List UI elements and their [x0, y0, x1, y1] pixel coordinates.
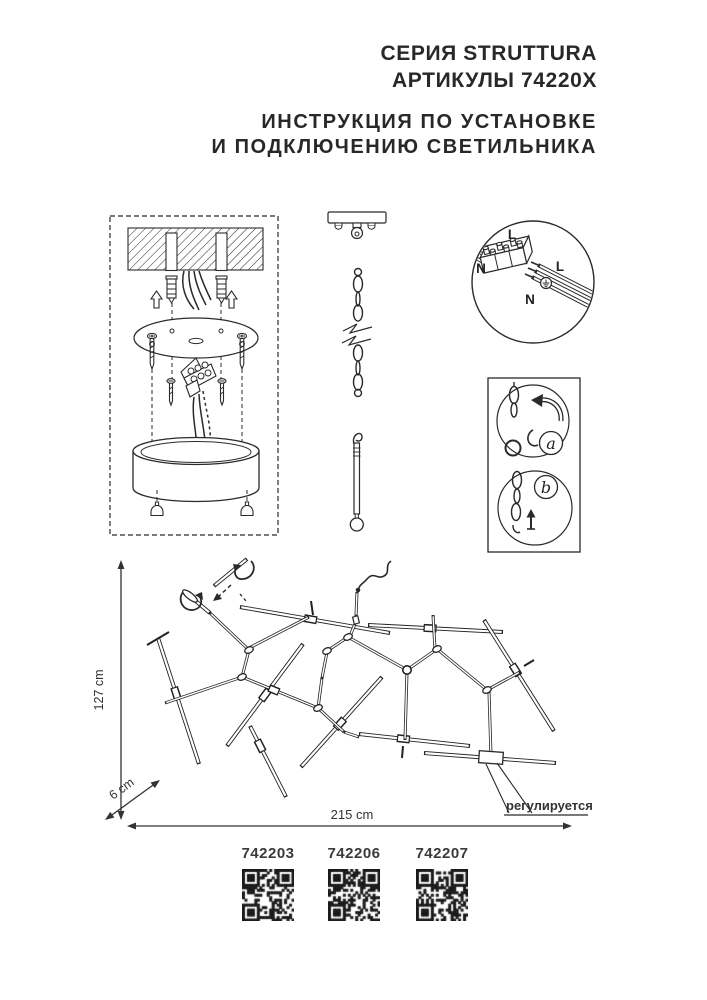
qr-label: 742206	[327, 845, 381, 862]
wall-anchor-right	[216, 276, 227, 303]
dim-width-label: 215 cm	[330, 807, 374, 822]
adjuster-sleeve	[479, 751, 504, 765]
detail-label-a: a	[546, 434, 556, 453]
qr-code	[242, 869, 294, 921]
power-cord	[359, 561, 391, 588]
ceiling-mount-diagram	[110, 216, 278, 535]
chain	[342, 269, 372, 397]
chandelier-overlay	[181, 561, 593, 815]
insert-arrow-right	[226, 291, 237, 308]
qr-code	[328, 869, 380, 921]
dim-height-label: 127 cm	[92, 669, 106, 711]
qr-item	[410, 845, 474, 921]
cap-nut-right	[241, 502, 253, 516]
series-title: СЕРИЯ STRUTTURA	[380, 42, 597, 65]
terminal-block-small	[181, 358, 216, 397]
wiring-detail	[384, 196, 606, 343]
wire-label-bottom-l: L	[555, 259, 565, 274]
ceiling-bar	[328, 212, 386, 239]
cord-grommet	[356, 588, 361, 593]
terminal-screw-left	[167, 379, 175, 405]
ground-wire-icon	[541, 278, 552, 289]
drill-hole-right	[216, 233, 227, 271]
insert-arrow-left	[151, 291, 162, 308]
ceiling-wires	[183, 271, 211, 310]
dim-depth-label: 6 cm	[106, 775, 137, 803]
articles-title: АРТИКУЛЫ 74220X	[392, 69, 597, 92]
canopy	[133, 438, 259, 502]
drill-hole-left	[166, 233, 177, 271]
ceiling-hatch	[128, 228, 263, 270]
suspension-parts	[328, 212, 386, 531]
detail-label-b: b	[540, 478, 552, 497]
cap-nut-left	[151, 502, 163, 516]
wire-label-top-n: N	[476, 261, 486, 276]
wire-label-top-l: L	[507, 227, 517, 242]
qr-code	[416, 869, 468, 921]
chain-adjust-detail	[488, 378, 580, 552]
rod-end-cap	[181, 588, 199, 604]
instruction-title-line2: И ПОДКЛЮЧЕНИЮ СВЕТИЛЬНИКА	[211, 136, 597, 158]
wire-label-bottom-n: N	[525, 292, 535, 307]
adjustable-note: регулируется	[506, 798, 593, 813]
qr-item	[322, 845, 386, 921]
dimension-annotations	[92, 560, 572, 830]
suspension-rod	[350, 433, 363, 531]
ground-screw-icon	[384, 196, 393, 205]
instruction-title-line1: ИНСТРУКЦИЯ ПО УСТАНОВКЕ	[261, 111, 597, 133]
qr-section	[0, 845, 707, 975]
qr-label: 742203	[241, 845, 295, 862]
qr-item	[236, 845, 300, 921]
insert-direction-arrow	[213, 585, 231, 601]
wall-anchor-left	[166, 276, 177, 303]
terminal-screw-right	[218, 379, 226, 405]
qr-label: 742207	[415, 845, 469, 862]
